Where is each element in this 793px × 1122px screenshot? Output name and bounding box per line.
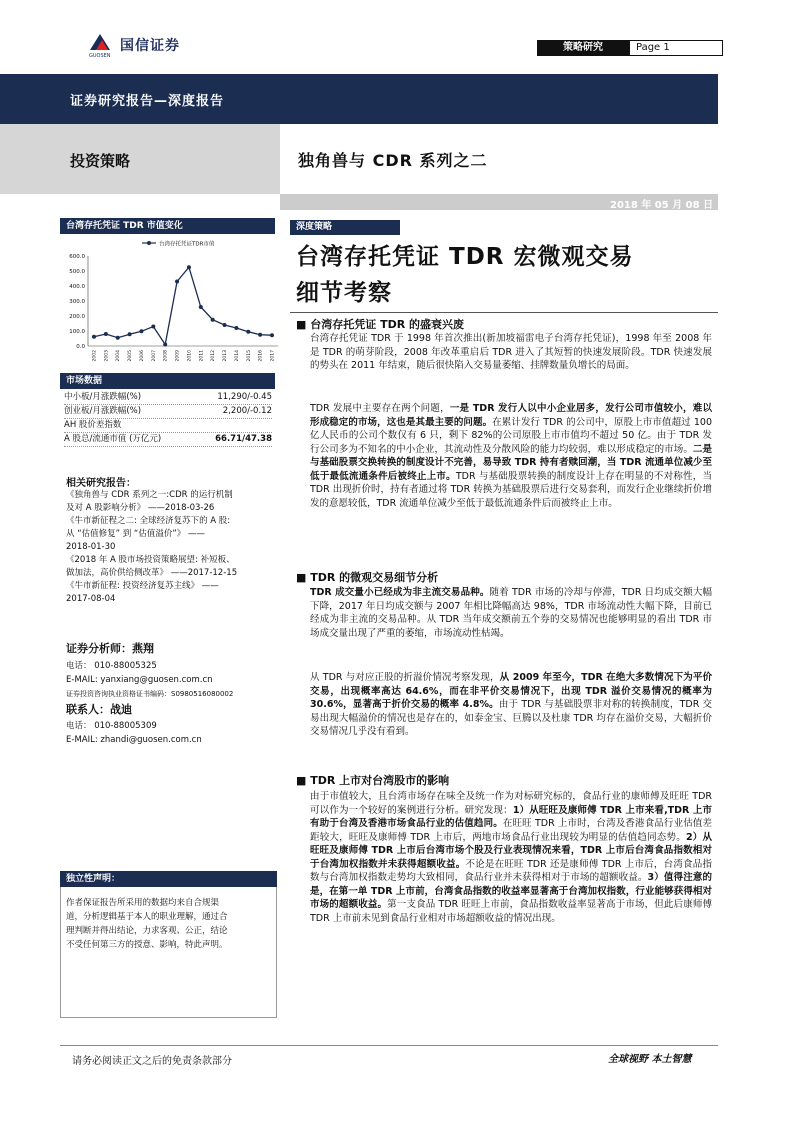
analyst-cert: 证券投资咨询执业资格证书编码：S0980516080002: [66, 690, 234, 698]
y-tick-label: 600.0: [69, 254, 85, 260]
market-row: [64, 433, 272, 447]
market-data-table: [64, 391, 272, 447]
related-reports-title: 相关研究报告：: [66, 478, 136, 489]
data-point: [258, 333, 262, 337]
bold-run: 二是与基础股票交换转换的制度设计不完善，易导致 TDR 持有者赎回潮，当 TDR 流通单位减少至低于最低流通条件后被终止上市。: [310, 443, 712, 482]
title-divider: [290, 312, 718, 313]
x-tick-label: 2015: [246, 350, 252, 362]
market-row: [64, 419, 272, 433]
data-point: [199, 305, 203, 309]
x-tick-label: 2008: [163, 350, 169, 362]
market-row: [64, 405, 272, 419]
independence-line: 不受任何第三方的授意、影响，特此声明。: [66, 940, 228, 950]
analyst-name: 证券分析师：燕翔: [66, 642, 154, 655]
data-point: [139, 329, 143, 333]
related-report-line: 《牛市新征程: 投资经济复苏主线》 ——: [66, 581, 219, 591]
related-report-line: 2017-08-04: [66, 594, 116, 604]
text-run: 从 TDR 与对应正股的折溢价情况考察发现，: [310, 672, 500, 683]
x-tick-label: 2007: [151, 350, 157, 362]
y-tick-label: 500.0: [69, 269, 85, 275]
text-run: TDR 与基础股票转换的制度设计上存在明显的不对称性，当 TDR 出现折价时，持有者通过将 TDR 转换为基础股票后进行交易套利，而发行企业继续折价增发的意愿较低，TDR 流通单位减少至低于最低流通条件后而被终止上市。: [310, 470, 712, 509]
report-date: 2018 年 05 月 08 日: [610, 200, 714, 211]
bold-run: 1）从旺旺及康师傅 TDR 上市来看,TDR 上市有助于台湾及香港市场食品行业的估值趋同。: [310, 804, 712, 829]
logo-english: GUOSEN: [89, 53, 111, 59]
section-heading-text: 台湾存托凭证 TDR 的盛衰兴废: [310, 318, 464, 331]
x-tick-label: 2010: [187, 350, 193, 362]
market-row: [64, 391, 272, 405]
analyst-phone: 电话： 010-88005325: [66, 661, 157, 671]
y-tick-label: 300.0: [69, 299, 85, 305]
x-tick-label: 2012: [211, 350, 217, 362]
section-heading: ■ 台湾存托凭证 TDR 的盛衰兴废: [296, 318, 464, 331]
data-point: [163, 343, 167, 347]
section-heading-text: TDR 上市对台湾股市的影响: [310, 774, 450, 787]
text-run: 由于 TDR 与基础股票非对称的转换制度，TDR 交易出现大幅溢价的情况也是存在的，如泰金宝、巨腾以及杜康 TDR 均存在溢价交易，大幅折价交易情况几乎没有看到。: [310, 699, 712, 737]
bold-run: 2）从旺旺及康师傅 TDR 上市后台湾市场个股及行业表现情况来看，TDR 上市后台湾食品指数相对于台湾加权指数并未获得超额收益。: [310, 831, 712, 870]
x-tick-label: 2005: [128, 350, 134, 362]
market-row-value: 11,290/-0.45: [217, 392, 272, 402]
x-tick-label: 2006: [139, 350, 145, 362]
independence-text: [66, 896, 272, 952]
chart-title: 台湾存托凭证 TDR 市值变化: [60, 218, 275, 234]
independence-line: 作者保证报告所采用的数据均来自合规渠: [66, 898, 220, 908]
related-report-line: 2018-01-30: [66, 542, 116, 552]
text-run: 由于市值较大，且台湾市场存在味全及统一作为对标研究标的，食品行业的康师傅及旺旺 TDR 可以作为一个较好的案例进行分析。研究发现：: [310, 791, 712, 816]
analyst-email[interactable]: E-MAIL: yanxiang@guosen.com.cn: [66, 675, 213, 685]
series-line: [94, 267, 272, 344]
market-row-value: 66.71/47.38: [215, 434, 272, 444]
x-tick-label: 2016: [258, 350, 264, 362]
data-point: [104, 332, 108, 336]
related-report-line: 及对 A 股影响分析》 ——2018-03-26: [66, 503, 215, 513]
related-report-line: 从 “估值修复” 到 “估值溢价”》 ——: [66, 529, 205, 539]
bold-run: 3）值得注意的是，在第一单 TDR 上市前，台湾食品指数的收益率显著高于台湾加权指数，行业能够获得相对市场的超额收益。: [310, 872, 712, 910]
market-row-label: 中小板/月涨跌幅(%): [64, 392, 142, 402]
section-heading: ■ TDR 上市对台湾股市的影响: [296, 774, 450, 787]
bold-run: TDR 成交量小已经成为非主流交易品种。: [310, 587, 490, 598]
data-point: [187, 265, 191, 269]
paragraph: 台湾存托凭证 TDR 于 1998 年首次推出(新加坡福雷电子台湾存托凭证)，1998 年至 2008 年是 TDR 的萌芽阶段，2008 年改革重启后 TDR 进入了其短暂的快速发展阶段。TDR 快速发展的势头在 2011 年结束，随后很快陷入交易量萎缩、挂牌数量负增长的局面。: [310, 333, 712, 371]
market-row-label: A 股总/流通市值 (万亿元): [64, 434, 162, 444]
related-report-line: 《独角兽与 CDR 系列之一:CDR 的运行机制: [66, 490, 233, 500]
section-heading-text: TDR 的微观交易细节分析: [310, 571, 439, 584]
report-title-line2: 细节考察: [296, 280, 392, 306]
independence-line: 道，分析逻辑基于本人的职业理解，通过合: [66, 912, 228, 922]
data-point: [92, 335, 96, 339]
x-tick-label: 2003: [104, 350, 110, 362]
x-tick-label: 2011: [199, 350, 205, 362]
data-point: [116, 336, 120, 340]
text-run: 不论是在旺旺 TDR 还是康师傅 TDR 上市后，台湾食品指数与台湾加权指数走势均大致相同，食品行业并未获得相对于市场的超额收益。: [310, 858, 712, 883]
market-row-value: 2,200/-0.12: [222, 406, 272, 416]
footer-divider: [60, 1045, 718, 1046]
market-row-label: 创业板/月涨跌幅(%): [64, 406, 142, 416]
category-label: 投资策略: [70, 152, 131, 170]
report-title-line1: 台湾存托凭证 TDR 宏微观交易: [296, 244, 634, 270]
guosen-logo-icon: [88, 32, 112, 52]
related-report-line: 《牛市新征程之二: 全球经济复苏下的 A 股:: [66, 516, 231, 526]
data-point: [270, 333, 274, 337]
x-tick-label: 2009: [175, 350, 181, 362]
contact-email[interactable]: E-MAIL: zhandi@guosen.com.cn: [66, 735, 202, 745]
paragraph: [310, 671, 712, 739]
section-heading: ■ TDR 的微观交易细节分析: [296, 571, 439, 584]
deep-strategy-tag: 深度策略: [290, 220, 400, 235]
text-run: 在累计发行 TDR 的公司中，原股上市市值超过 100 亿人民币的公司个数仅有 6 只，剩下 82%的公司原股上市市值均不超过 50 亿。由于 TDR 发行公司多为不知名的中小企业，其流动性及分散风险的能力均较弱，难以形成稳定的市场。: [310, 416, 712, 455]
y-tick-label: 100.0: [69, 329, 85, 335]
x-tick-label: 2014: [234, 350, 240, 362]
paragraph: [310, 586, 712, 640]
banner-title: 证券研究报告—深度报告: [70, 94, 225, 109]
contact-name: 联系人：战迪: [66, 703, 132, 716]
x-tick-label: 2013: [223, 350, 229, 362]
x-tick-label: 2017: [270, 350, 276, 362]
y-tick-label: 400.0: [69, 284, 85, 290]
paragraph: [310, 790, 712, 925]
x-tick-label: 2002: [92, 350, 98, 362]
data-point: [151, 325, 155, 329]
category-box: [0, 124, 280, 194]
disclaimer-note: 请务必阅读正文之后的免责条款部分: [72, 1056, 232, 1067]
text-run: 第一支食品 TDR 旺旺上市前，食品指数收益率显著高于市场，但此后康师傅 TDR 上市前未见到食品行业相对市场超额收益的情况出现。: [310, 899, 712, 924]
bold-run: 一是 TDR 发行人以中小企业居多，发行公司市值较小，难以形成稳定的市场，这也是其最主要的问题。: [310, 403, 712, 428]
data-point: [211, 318, 215, 322]
tdr-market-cap-chart: [60, 236, 282, 366]
page-number: Page 1: [629, 40, 723, 56]
data-point: [246, 330, 250, 334]
y-tick-label: 0.0: [76, 344, 85, 350]
text-run: 随着 TDR 市场的冷却与停滞，TDR 日均成交额大幅下降，2017 年日均成交额与 2007 年相比降幅高达 98%，TDR 市场流动性大幅下降，目前已经成为非主流的交易品种。从 TDR 当年成交额前五个券的交易情况也能够明显的看出 TDR 市场成交量出现了严重的萎缩，市场流动性枯竭。: [310, 587, 713, 639]
data-point: [175, 280, 179, 284]
slogan: 全球视野 本土智慧: [608, 1054, 692, 1065]
data-point: [223, 323, 227, 327]
text-run: 在旺旺 TDR 上市时，台湾及香港食品行业估值差距较大，旺旺及康师傅 TDR 上市后，两地市场食品行业出现较为明显的估值趋同态势。: [310, 818, 712, 843]
independence-line: 理判断并得出结论，力求客观、公正，结论: [66, 926, 228, 936]
legend-label: 台湾存托凭证TDR市值: [159, 241, 215, 248]
text-run: TDR 发展中主要存在两个问题，: [310, 403, 450, 414]
series-title: 独角兽与 CDR 系列之二: [298, 151, 488, 170]
x-tick-label: 2004: [116, 350, 122, 362]
data-point: [128, 332, 132, 336]
market-row-label: AH 股价差指数: [64, 420, 122, 430]
related-report-line: 《2018 年 A 股市场投资策略展望: 补短板、: [66, 555, 235, 565]
y-tick-label: 200.0: [69, 314, 85, 320]
report-type-badge: 策略研究: [537, 40, 629, 56]
bold-run: 从 2009 年至今，TDR 在绝大多数情况下为平价交易，出现概率高达 64.6%，而在非平价交易情况下，出现 TDR 溢价交易情况的概率为 30.6%，显著高于折价交易的概率 4.8%。: [310, 672, 712, 710]
market-data-title: 市场数据: [60, 373, 275, 389]
data-point: [234, 326, 238, 330]
independence-title: 独立性声明：: [60, 871, 277, 887]
legend-marker: [147, 241, 151, 245]
related-reports-list: [66, 489, 276, 606]
related-report-line: 做加法，高价供给侧改革》 ——2017-12-15: [66, 568, 238, 578]
logo-text: 国信证券: [120, 38, 180, 54]
paragraph: [310, 402, 712, 510]
contact-phone: 电话： 010-88005309: [66, 721, 157, 731]
